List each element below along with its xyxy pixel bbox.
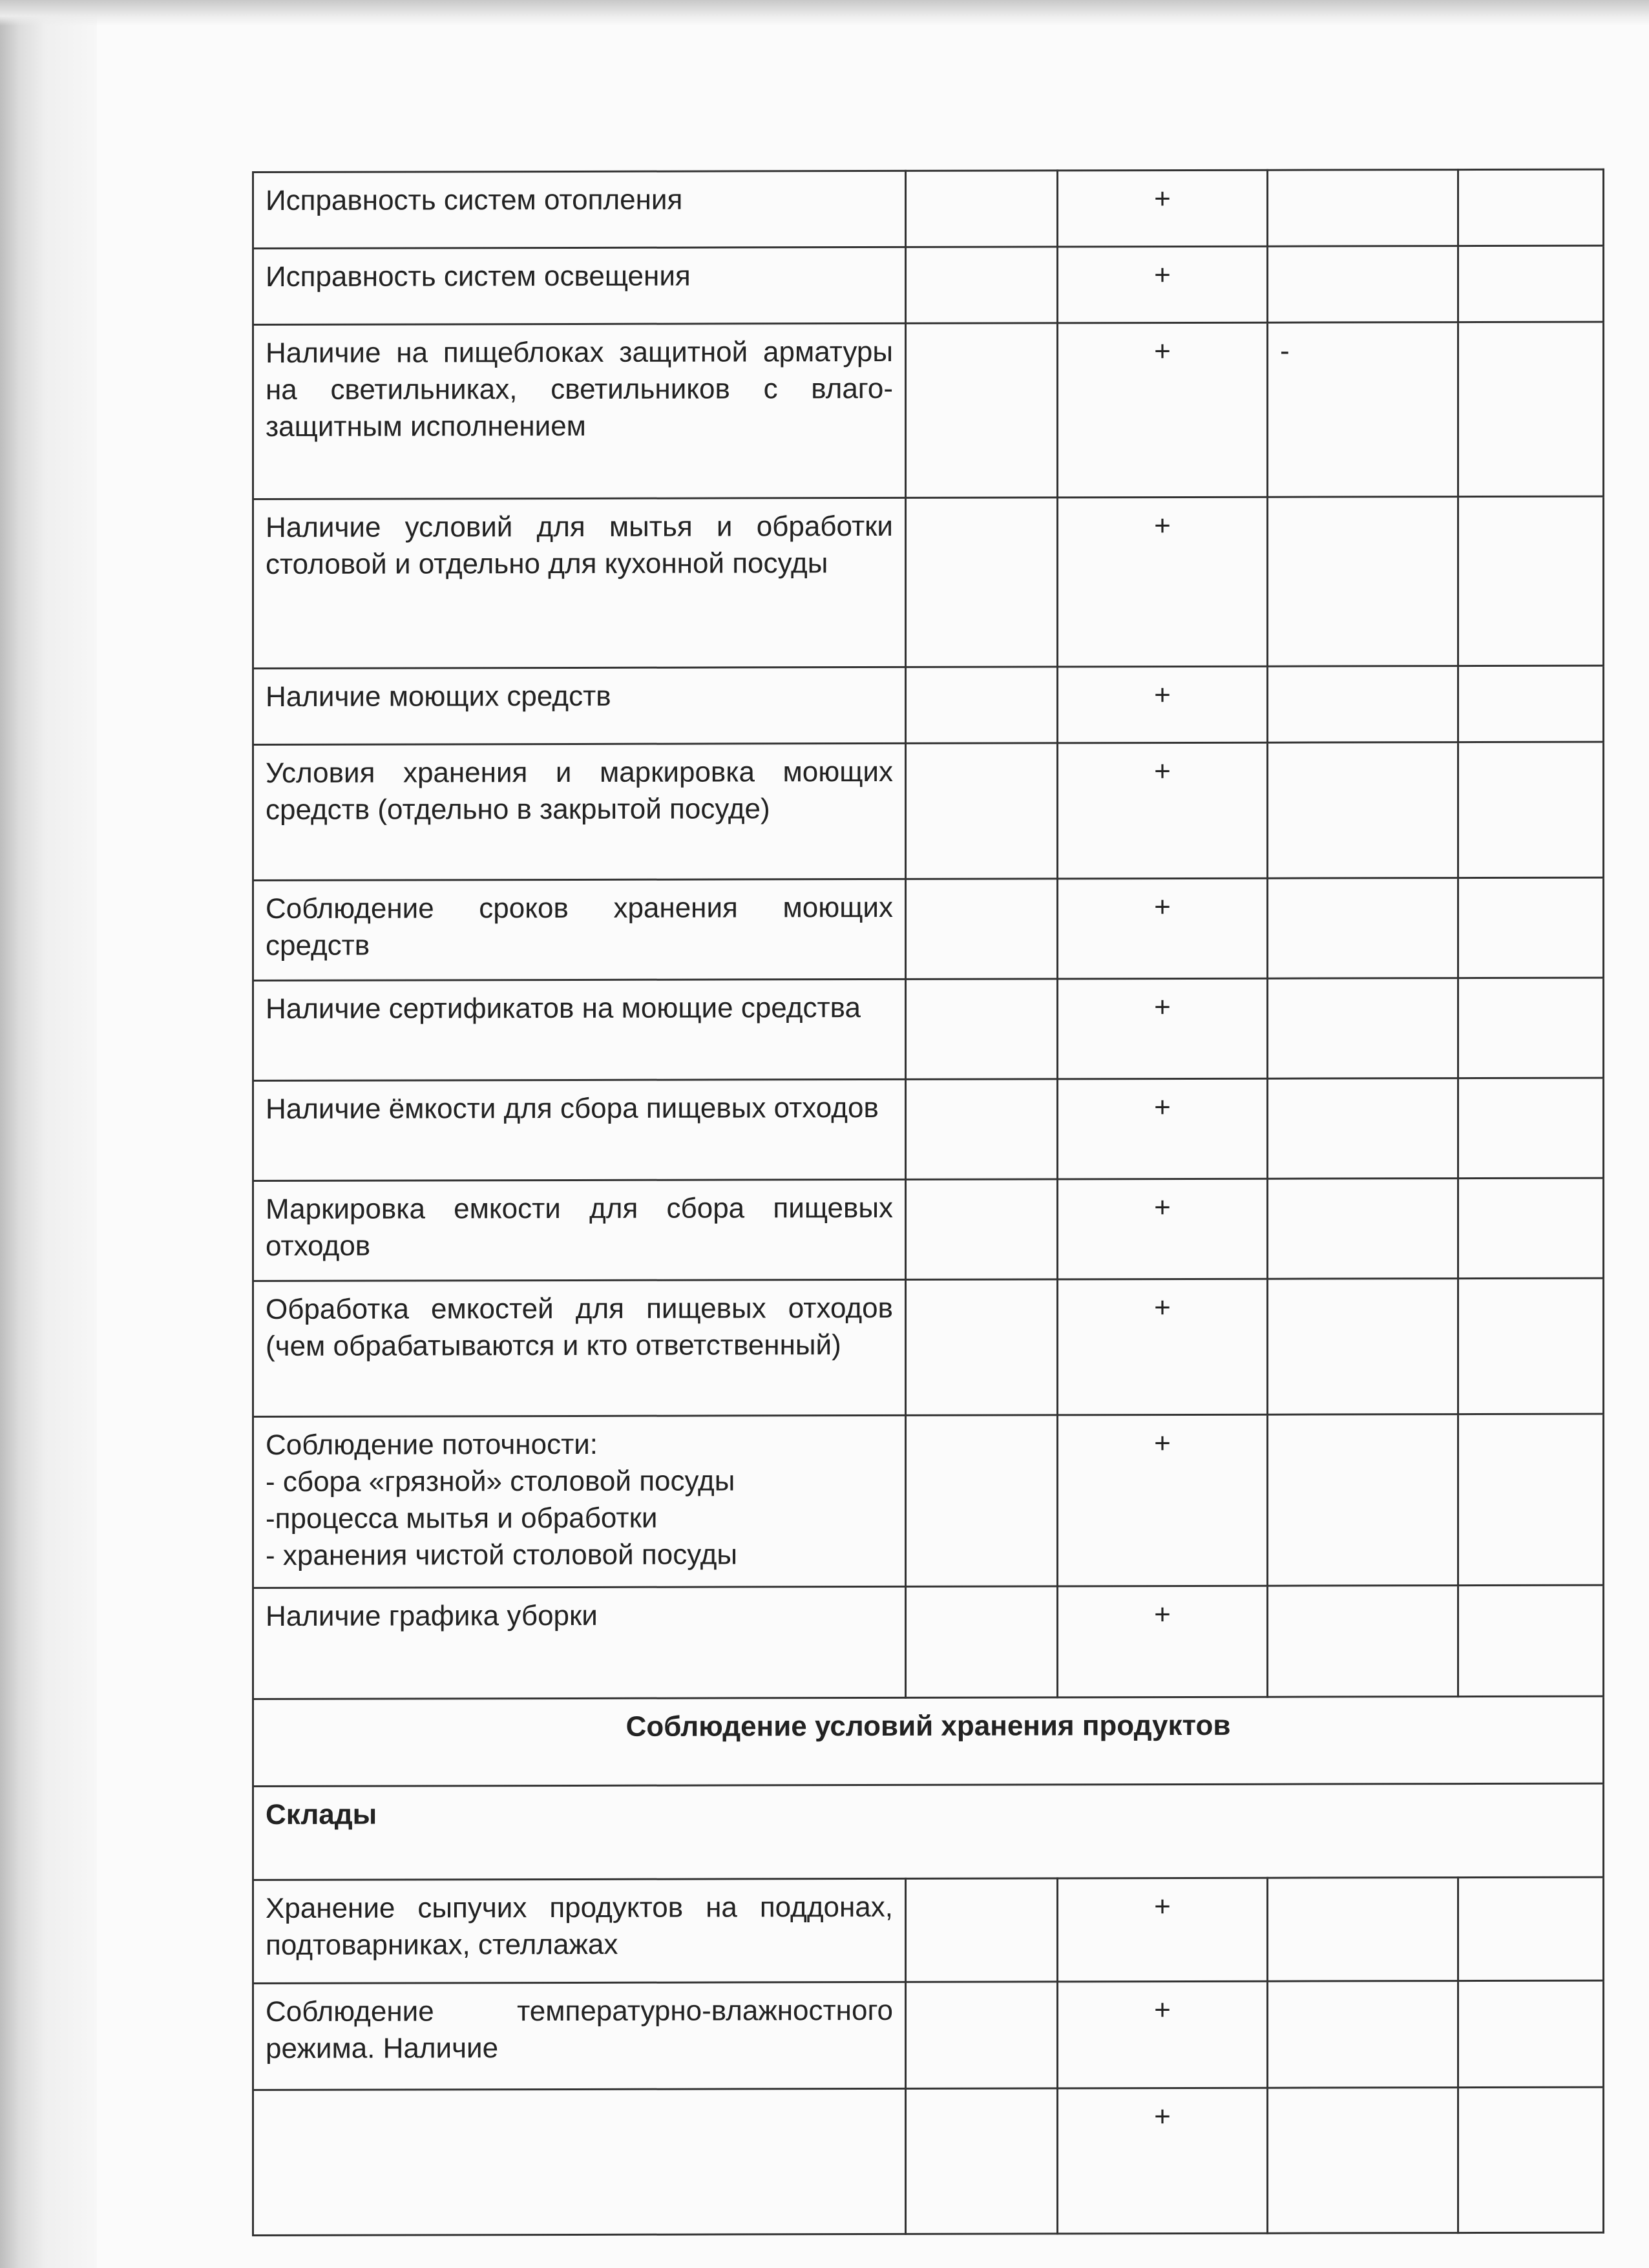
no-mark-cell: [1268, 497, 1458, 667]
notes-cell: [1458, 1278, 1604, 1414]
inspection-table: [252, 169, 1604, 2236]
blank-cell: [906, 1586, 1058, 1697]
yes-mark-cell: +: [1058, 1981, 1268, 2088]
no-mark-cell: [1268, 246, 1458, 323]
no-mark-cell: [1268, 878, 1458, 979]
criterion-cell: [253, 1415, 906, 1588]
no-mark-cell: [1268, 1586, 1458, 1697]
criterion-cell: Наличие графика уборки: [253, 1586, 906, 1699]
yes-mark-cell: +: [1058, 878, 1268, 979]
blank-cell: [906, 979, 1058, 1079]
criterion-line: Соблюдение поточности:: [266, 1428, 598, 1461]
criterion-cell: Условия хранения и маркировка моющих средств (отдельно в закрытой посуде): [253, 743, 906, 880]
criterion-cell: Наличие сертификатов на моющие средства: [253, 979, 906, 1080]
yes-mark-cell: +: [1058, 1279, 1268, 1415]
notes-cell: [1458, 666, 1604, 742]
table-row: [253, 322, 1604, 499]
blank-cell: [906, 247, 1058, 323]
notes-cell: [1458, 742, 1604, 877]
section-heading: Соблюдение условий хранения продуктов: [253, 1696, 1604, 1786]
blank-cell: [906, 498, 1058, 667]
blank-cell: [906, 1079, 1058, 1179]
notes-cell: [1458, 2087, 1604, 2232]
notes-cell: [1458, 1877, 1604, 1980]
notes-cell: [1458, 1585, 1604, 1696]
table-row: [253, 666, 1604, 744]
blank-cell: [906, 1415, 1058, 1586]
yes-mark-cell: +: [1058, 1078, 1268, 1179]
scan-left-edge-shadow: [0, 0, 97, 2268]
blank-cell: [906, 1982, 1058, 2088]
blank-cell: [906, 1179, 1058, 1279]
scan-top-edge-shadow: [0, 0, 1649, 26]
table-row: [253, 246, 1604, 324]
table-section-row: [253, 1696, 1604, 1786]
table-row: [253, 877, 1604, 980]
table-row: [253, 1278, 1604, 1416]
notes-cell: [1458, 246, 1604, 322]
blank-cell: [906, 323, 1058, 498]
criterion-cell: [253, 2088, 906, 2235]
yes-mark-cell: +: [1058, 322, 1268, 498]
notes-cell: [1458, 322, 1604, 496]
yes-mark-cell: +: [1058, 1878, 1268, 1982]
table-row: [253, 1585, 1604, 1699]
yes-mark-cell: +: [1058, 1179, 1268, 1279]
no-mark-cell: [1268, 170, 1458, 247]
criterion-cell: Наличие ёмкости для сбора пищевых отходов: [253, 1079, 906, 1181]
yes-mark-cell: +: [1058, 742, 1268, 879]
notes-cell: [1458, 496, 1604, 666]
yes-mark-cell: +: [1058, 497, 1268, 667]
table-row: [253, 1877, 1604, 1983]
yes-mark-cell: +: [1058, 666, 1268, 743]
blank-cell: [906, 1279, 1058, 1415]
table-row: [253, 2087, 1604, 2235]
no-mark-cell: [1268, 2088, 1458, 2234]
criterion-cell: Соблюдение температурно-влажностного режима. Наличие: [253, 1982, 906, 2090]
blank-cell: [906, 171, 1058, 247]
yes-mark-cell: +: [1058, 978, 1268, 1079]
table-row: [253, 978, 1604, 1080]
criterion-cell: Исправность систем отопления: [253, 171, 906, 248]
no-mark-cell: [1268, 1279, 1458, 1415]
no-mark-cell: [1268, 978, 1458, 1079]
notes-cell: [1458, 1980, 1604, 2087]
no-mark-cell: -: [1268, 322, 1458, 498]
table-row: [253, 169, 1604, 248]
criterion-line: -процесса мытья и обработки: [266, 1502, 658, 1535]
no-mark-cell: [1268, 1179, 1458, 1279]
document-page: [252, 169, 1602, 2236]
yes-mark-cell: +: [1058, 2088, 1268, 2234]
criterion-cell: Обработка емкостей для пищевых отходов (чем обрабатываются и кто ответственный): [253, 1279, 906, 1416]
inspection-table-body: [253, 169, 1604, 2235]
criterion-cell: Соблюдение сроков хранения моющих средств: [253, 879, 906, 980]
criterion-cell: Наличие на пищеблоках защитной арматуры на светильниках, светильников с влаго-защитным исполнением: [253, 323, 906, 499]
notes-cell: [1458, 978, 1604, 1078]
criterion-cell: Наличие условий для мытья и обработки столовой и отдельно для кухонной посуды: [253, 498, 906, 668]
no-mark-cell: [1268, 666, 1458, 743]
table-subsection-row: [253, 1783, 1604, 1880]
criterion-cell: Маркировка емкости для сбора пищевых отходов: [253, 1179, 906, 1281]
table-row: [253, 742, 1604, 880]
criterion-cell: Наличие моющих средств: [253, 667, 906, 744]
blank-cell: [906, 879, 1058, 979]
no-mark-cell: [1268, 1414, 1458, 1586]
yes-mark-cell: +: [1058, 1586, 1268, 1697]
yes-mark-cell: +: [1058, 1414, 1268, 1586]
blank-cell: [906, 743, 1058, 879]
criterion-line: - сбора «грязной» столовой посуды: [266, 1465, 735, 1498]
blank-cell: [906, 1878, 1058, 1982]
notes-cell: [1458, 1078, 1604, 1178]
table-row: [253, 1980, 1604, 2090]
notes-cell: [1458, 1414, 1604, 1585]
notes-cell: [1458, 877, 1604, 978]
criterion-cell: Хранение сыпучих продуктов на поддонах, подтоварниках, стеллажах: [253, 1878, 906, 1983]
table-row: [253, 1414, 1604, 1588]
notes-cell: [1458, 169, 1604, 246]
notes-cell: [1458, 1178, 1604, 1278]
yes-mark-cell: +: [1058, 246, 1268, 323]
no-mark-cell: [1268, 1878, 1458, 1982]
table-row: [253, 496, 1604, 668]
table-row: [253, 1178, 1604, 1281]
no-mark-cell: [1268, 742, 1458, 879]
criterion-line: - хранения чистой столовой посуды: [266, 1538, 738, 1571]
blank-cell: [906, 667, 1058, 743]
table-row: [253, 1078, 1604, 1181]
criterion-cell: Исправность систем освещения: [253, 247, 906, 324]
yes-mark-cell: +: [1058, 170, 1268, 247]
blank-cell: [906, 2088, 1058, 2234]
no-mark-cell: [1268, 1981, 1458, 2088]
no-mark-cell: [1268, 1078, 1458, 1179]
subsection-heading: Склады: [253, 1783, 1604, 1880]
